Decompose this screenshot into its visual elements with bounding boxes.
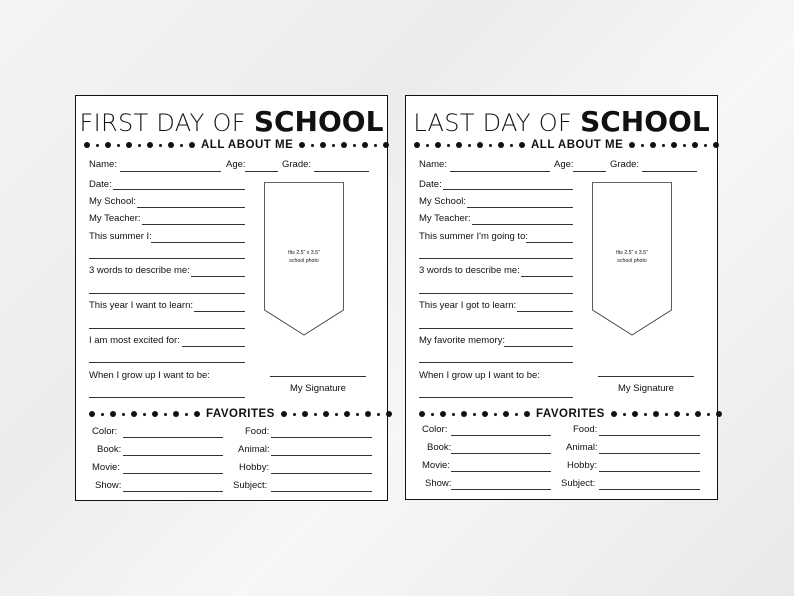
teacher-field[interactable] [142, 224, 245, 225]
question-summer-label: This summer I: [89, 231, 152, 242]
fav-movie-field[interactable] [123, 473, 223, 474]
photo-caption-size: fits 2.5" x 3.5" [288, 250, 320, 256]
question-grow-up-label: When I grow up I want to be: [419, 370, 540, 381]
question-learn-label: This year I got to learn: [419, 300, 517, 311]
question-grow-up-label: When I grow up I want to be: [89, 370, 210, 381]
school-field[interactable] [467, 207, 573, 208]
fav-food-field[interactable] [271, 437, 372, 438]
question-excited-field-2[interactable] [89, 362, 245, 363]
question-memory-label: My favorite memory: [419, 335, 506, 346]
question-words-field[interactable] [521, 276, 573, 277]
question-learn-label: This year I want to learn: [89, 300, 194, 311]
title-light: LAST DAY OF [413, 109, 573, 137]
fav-animal-label: Animal: [238, 444, 270, 455]
question-summer-field-2[interactable] [89, 258, 245, 259]
about-me-divider [414, 139, 711, 151]
question-words-field-2[interactable] [419, 293, 573, 294]
question-learn-field-2[interactable] [419, 328, 573, 329]
dot-row-left [89, 411, 200, 417]
title-heavy: SCHOOL [580, 105, 710, 138]
dot-row-right [281, 411, 392, 417]
about-me-heading: ALL ABOUT ME [531, 139, 624, 151]
name-field[interactable] [450, 171, 550, 172]
teacher-label: My Teacher: [89, 213, 141, 224]
about-me-heading: ALL ABOUT ME [201, 139, 294, 151]
fav-hobby-field[interactable] [599, 471, 700, 472]
dot-row-left [419, 411, 530, 417]
school-label: My School: [89, 196, 136, 207]
favorites-divider [419, 408, 706, 420]
question-summer-field[interactable] [526, 242, 573, 243]
fav-food-label: Food: [573, 424, 598, 435]
teacher-field[interactable] [472, 224, 573, 225]
date-field[interactable] [443, 189, 573, 190]
about-me-divider [84, 139, 381, 151]
question-grow-up-field[interactable] [419, 397, 573, 398]
title-light: FIRST DAY OF [79, 109, 246, 137]
question-words-field-2[interactable] [89, 293, 245, 294]
favorites-heading: FAVORITES [536, 408, 605, 420]
name-label: Name: [89, 159, 117, 170]
fav-subject-label: Subject: [233, 480, 268, 491]
fav-movie-label: Movie: [422, 460, 450, 471]
age-field[interactable] [573, 171, 606, 172]
fav-subject-field[interactable] [271, 491, 372, 492]
question-excited-field[interactable] [182, 346, 245, 347]
date-label: Date: [89, 179, 112, 190]
dot-row-left [84, 142, 195, 148]
fav-animal-label: Animal: [566, 442, 598, 453]
dot-row-right [611, 411, 722, 417]
teacher-label: My Teacher: [419, 213, 471, 224]
fav-show-label: Show: [95, 480, 122, 491]
signature-label: My Signature [618, 383, 674, 394]
fav-animal-field[interactable] [599, 453, 700, 454]
school-label: My School: [419, 196, 466, 207]
grade-field[interactable] [314, 171, 369, 172]
last-day-worksheet [405, 95, 718, 500]
school-field[interactable] [137, 207, 245, 208]
fav-show-field[interactable] [451, 489, 551, 490]
fav-color-field[interactable] [123, 437, 223, 438]
grade-field[interactable] [642, 171, 697, 172]
age-field[interactable] [245, 171, 278, 172]
fav-show-field[interactable] [123, 491, 223, 492]
photo-caption-size: fits 2.5" x 3.5" [616, 250, 648, 256]
signature-label: My Signature [290, 383, 346, 394]
fav-color-field[interactable] [451, 435, 551, 436]
dot-row-right [299, 142, 389, 148]
fav-movie-field[interactable] [451, 471, 551, 472]
favorites-divider [89, 408, 376, 420]
first-day-worksheet [75, 95, 388, 501]
signature-field[interactable] [598, 376, 694, 377]
question-learn-field[interactable] [517, 311, 573, 312]
question-words-label: 3 words to describe me: [89, 265, 190, 276]
fav-subject-label: Subject: [561, 478, 596, 489]
dot-row-right [629, 142, 719, 148]
fav-hobby-label: Hobby: [567, 460, 598, 471]
question-words-field[interactable] [191, 276, 245, 277]
photo-caption [264, 249, 344, 265]
date-field[interactable] [113, 189, 245, 190]
question-memory-field-2[interactable] [419, 362, 573, 363]
question-excited-label: I am most excited for: [89, 335, 180, 346]
fav-food-field[interactable] [599, 435, 700, 436]
fav-color-label: Color: [422, 424, 448, 435]
fav-book-label: Book: [97, 444, 122, 455]
fav-animal-field[interactable] [271, 455, 372, 456]
fav-food-label: Food: [245, 426, 270, 437]
photo-caption [592, 249, 672, 265]
question-summer-field[interactable] [151, 242, 245, 243]
photo-caption-text: school photo [617, 258, 647, 264]
question-summer-label: This summer I'm going to: [419, 231, 528, 242]
name-label: Name: [419, 159, 447, 170]
dot-row-left [414, 142, 525, 148]
fav-hobby-label: Hobby: [239, 462, 270, 473]
question-words-label: 3 words to describe me: [419, 265, 520, 276]
fav-subject-field[interactable] [599, 489, 700, 490]
question-learn-field-2[interactable] [89, 328, 245, 329]
signature-field[interactable] [270, 376, 366, 377]
date-label: Date: [419, 179, 442, 190]
fav-color-label: Color: [92, 426, 118, 437]
grade-label: Grade: [282, 159, 312, 170]
photo-caption-text: school photo [289, 258, 319, 264]
question-learn-field[interactable] [194, 311, 245, 312]
question-summer-field-2[interactable] [419, 258, 573, 259]
question-memory-field[interactable] [504, 346, 573, 347]
fav-show-label: Show: [425, 478, 452, 489]
fav-hobby-field[interactable] [271, 473, 372, 474]
grade-label: Grade: [610, 159, 640, 170]
name-field[interactable] [120, 171, 221, 172]
fav-book-field[interactable] [451, 453, 551, 454]
question-grow-up-field[interactable] [89, 397, 245, 398]
favorites-heading: FAVORITES [206, 408, 275, 420]
fav-book-field[interactable] [123, 455, 223, 456]
fav-book-label: Book: [427, 442, 452, 453]
age-label: Age: [226, 159, 246, 170]
title-heavy: SCHOOL [253, 105, 384, 138]
age-label: Age: [554, 159, 574, 170]
fav-movie-label: Movie: [92, 462, 120, 473]
